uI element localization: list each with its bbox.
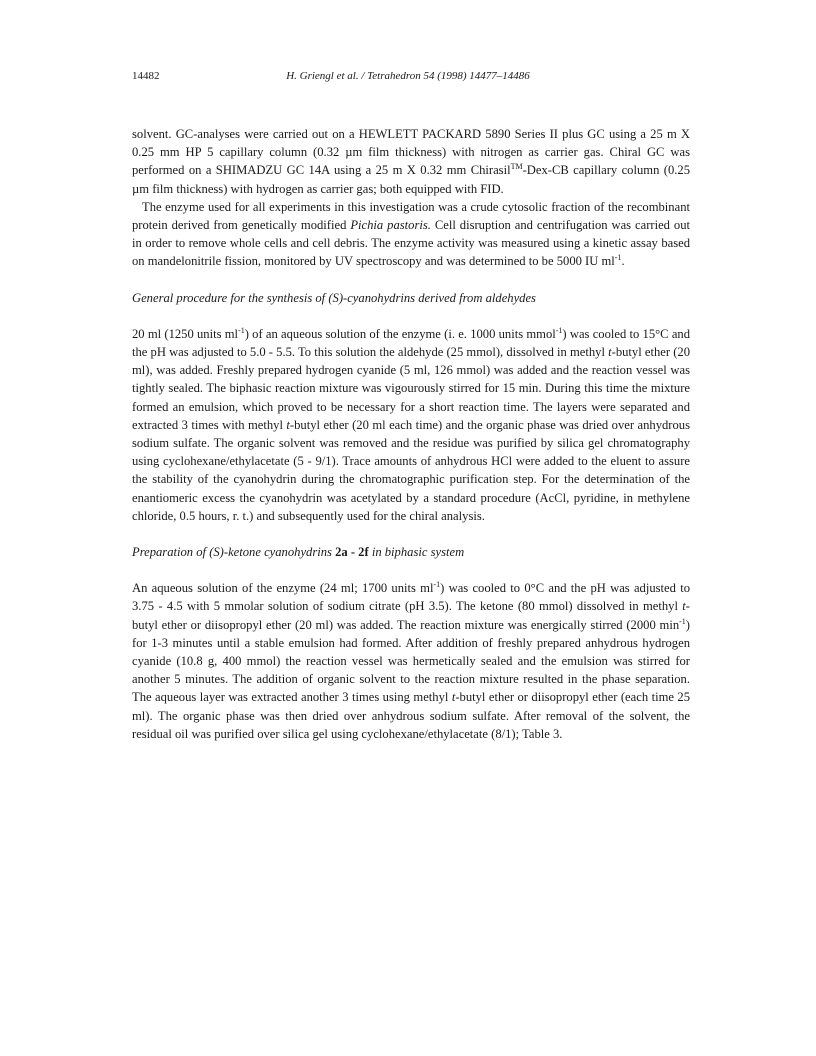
paragraph-ketone-procedure: An aqueous solution of the enzyme (24 ml; 1700 units $ml^{-1}$) was cooled to 0°C and the pH was adjusted to 3.75 - 4.5 with 5 mmolar solution of sodium citrate (pH 3.5). The ketone (80 mmol) dissolved in methyl t-butyl ether or diisopropyl ether (20 ml) was added. The reaction mixture was energically stirred (2000 $\min^{-1}$) for 1-3 minutes until a stable emulsion had formed. After addition of freshly prepared anhydrous hydrogen cyanide (10.8 g, 400 mmol) the reaction vessel was hermetically sealed and the emulsion was stirred for another 5 minutes. The addition of organic solvent to the reaction mixture resulted in the phase separation. The aqueous layer was extracted another 3 times using methyl t-butyl ether or diisopropyl ether (each time 25 ml). The organic phase was then dried over anhydrous sodium sulfate. After removal of the solvent, the residual oil was purified over silica gel using cyclohexane/ethylacetate (8/1); Table 3.	[132, 580, 691, 741]
compound-range: 2a - 2f	[335, 545, 369, 560]
page-number: 14482	[132, 70, 160, 82]
paragraph-gc-analysis: solvent. GC-analyses were carried out on a HEWLETT PACKARD 5890 Series II plus GC using a 25 m X 0.25 mm HP 5 capillary column (0.32 µm film thickness) with nitrogen as carrier gas. Chiral GC was performed on a SHIMADZU GC 14A using a 25 m X 0.32 mm Chirasil™-Dex-CB capillary column (0.25 µm film thickness) with hydrogen as carrier gas; both equipped with FID.	[132, 127, 690, 196]
section-heading-aldehydes: General procedure for the synthesis of (S)-cyanohydrins derived from aldehydes	[132, 290, 536, 305]
section-heading-ketones: Preparation of (S)-ketone cyanohydrins 2a - 2f in biphasic system	[132, 545, 465, 560]
paragraph-enzyme: The enzyme used for all experiments in this investigation was a crude cytosolic fraction of the recombinant protein derived from genetically modified Pichia pastoris. Cell disruption and centrifugation was carried out in order to remove whole cells and cell debris. The enzyme activity was measured using a kinetic assay based on mandelonitrile fission, monitored by UV spectroscopy and was determined to be 5000 IU $ml^{-1}$.	[132, 199, 691, 269]
paragraph-aldehyde-procedure: 20 ml (1250 units $ml^{-1}$) of an aqueous solution of the enzyme (i. e. 1000 units mmol$^{-1}$) was cooled to 15°C and the pH was adjusted to 5.0 - 5.5. To this solution the aldehyde (25 mmol), dissolved in methyl t-butyl ether (20 ml), was added. Freshly prepared hydrogen cyanide (5 ml, 126 mmol) was added and the reaction vessel was tightly sealed. The biphasic reaction mixture was vigourously stirred for 15 min. During this time the mixture formed an emulsion, which proved to be necessary for a short reaction time. The layers were separated and extracted 3 times with methyl t-butyl ether (20 ml each time) and the organic phase was dried over anhydrous sodium sulfate. The organic solvent was removed and the residue was purified by silica gel chromatography using cyclohexane/ethylacetate (5 - 9/1). Trace amounts of anhydrous HCl were added to the eluent to assure the stability of the cyanohydrin during the chromatographic purification step. For the determination of the enantiomeric excess the cyanohydrin was acetylated by a standard procedure (AcCl, pyridine, in methylene chloride, 0.5 hours, r. t.) and subsequently used for the chiral analysis.	[132, 325, 690, 523]
running-title: H. Griengl et al. / Tetrahedron 54 (1998) 14477–14486	[286, 70, 530, 82]
species-name: Pichia pastoris.	[350, 218, 431, 233]
body-text	[132, 125, 690, 743]
page-header	[132, 70, 684, 90]
